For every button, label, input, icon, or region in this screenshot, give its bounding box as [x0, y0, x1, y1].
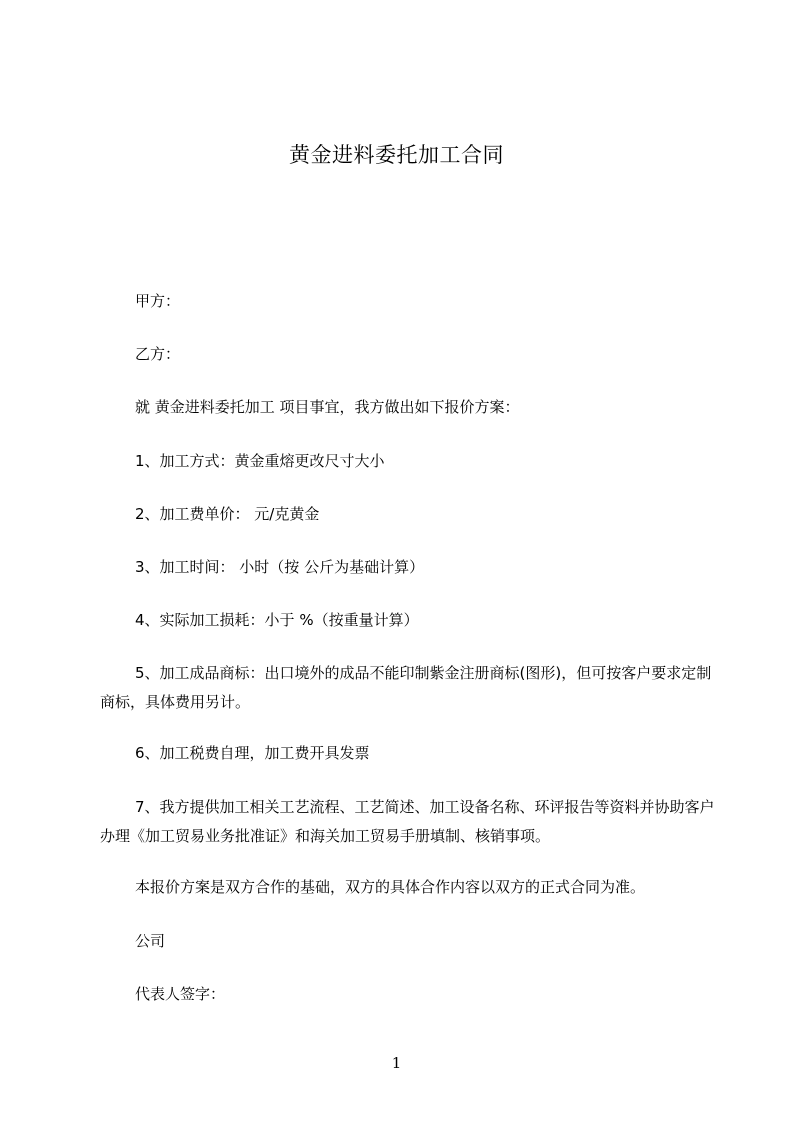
clause-5: 5、加工成品商标：出口境外的成品不能印制紫金注册商标(图形)，但可按客户要求定制商标，具体费用另计。: [100, 664, 712, 711]
signature-label: 代表人签字：: [135, 985, 226, 1003]
clause-2: 2、加工费单价： 元/克黄金: [135, 505, 320, 523]
clause-1: 1、加工方式：黄金重熔更改尺寸大小: [135, 452, 385, 470]
company-label: 公司: [135, 932, 166, 950]
document-title: 黄金进料委托加工合同: [289, 143, 504, 167]
clause-4: 4、实际加工损耗：小于 %（按重量计算）: [135, 611, 419, 629]
clause-6: 6、加工税费自理，加工费开具发票: [135, 744, 370, 762]
clause-3: 3、加工时间： 小时（按 公斤为基础计算）: [135, 558, 425, 576]
page-number: 1: [391, 1054, 402, 1072]
party-b-label: 乙方：: [135, 345, 181, 363]
closing-paragraph: 本报价方案是双方合作的基础，双方的具体合作内容以双方的正式合同为准。: [135, 878, 646, 896]
party-a-label: 甲方：: [135, 292, 181, 310]
intro-paragraph: 就 黄金进料委托加工 项目事宜，我方做出如下报价方案：: [135, 398, 520, 416]
clause-7: 7、我方提供加工相关工艺流程、工艺简述、加工设备名称、环评报告等资料并协助客户办理《加工贸易业务批准证》和海关加工贸易手册填制、核销事项。: [100, 798, 715, 845]
